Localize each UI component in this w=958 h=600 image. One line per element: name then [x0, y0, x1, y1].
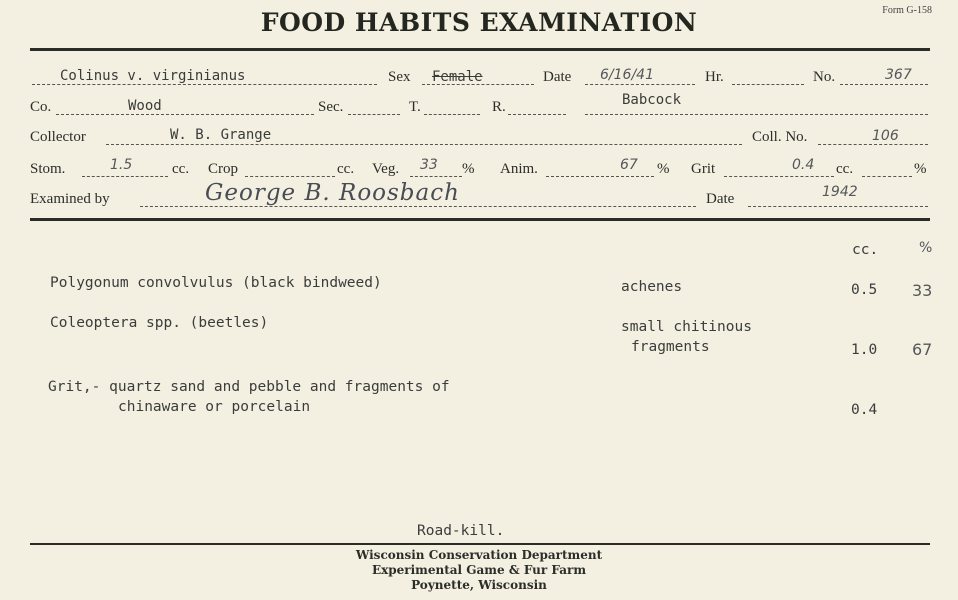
veg-label: Veg. — [372, 161, 400, 177]
item-3-cc: 0.4 — [851, 402, 878, 418]
top-rule — [30, 48, 930, 51]
r-label: R. — [492, 99, 506, 115]
note: Road-kill. — [417, 523, 505, 539]
coll-no-value: 106 — [872, 128, 899, 144]
grit-value: 0.4 — [792, 157, 815, 173]
item-2-cc: 1.0 — [851, 342, 878, 358]
item-2-name: Coleoptera spp. (beetles) — [50, 315, 269, 331]
grit-line — [724, 160, 834, 177]
stom-value: 1.5 — [110, 157, 133, 173]
veg-pct-label: % — [462, 161, 475, 177]
no-line — [840, 68, 928, 85]
sec-line — [348, 98, 400, 115]
anim-label: Anim. — [500, 161, 538, 177]
footer-line-3: Poynette, Wisconsin — [411, 578, 547, 592]
sex-value: Female — [432, 69, 483, 85]
examined-label: Examined by — [30, 191, 110, 207]
r-line — [508, 98, 566, 115]
coll-no-label: Coll. No. — [752, 129, 808, 145]
species-value: Colinus v. virginianus — [60, 68, 246, 84]
item-3-name-line2: chinaware or porcelain — [118, 399, 311, 415]
collector-value: W. B. Grange — [170, 127, 272, 143]
co-label: Co. — [30, 99, 52, 115]
item-2-part-line1: small chitinous — [621, 319, 752, 335]
date2-label: Date — [706, 191, 735, 207]
grit-pct-label: % — [914, 161, 927, 177]
item-2-part-line2: fragments — [631, 339, 710, 355]
row-collector — [0, 128, 958, 152]
item-1-cc: 0.5 — [851, 282, 878, 298]
footer-line-2: Experimental Game & Fur Farm — [371, 563, 587, 577]
bottom-rule — [30, 543, 930, 545]
date-label: Date — [543, 69, 572, 85]
footer-line-1: Wisconsin Conservation Department — [355, 548, 603, 562]
date2-value: 1942 — [822, 184, 858, 200]
veg-value: 33 — [420, 157, 438, 173]
crop-cc-label: cc. — [337, 161, 355, 177]
locality-value: Babcock — [622, 92, 682, 108]
grit-label: Grit — [691, 161, 716, 177]
row-species — [0, 68, 958, 92]
anim-value: 67 — [620, 157, 638, 173]
crop-line — [245, 160, 335, 177]
no-label: No. — [813, 69, 836, 85]
row-examined — [0, 180, 958, 214]
row-county — [0, 92, 958, 122]
item-1-name: Polygonum convolvulus (black bindweed) — [50, 275, 382, 291]
sec-label: Sec. — [318, 99, 344, 115]
hr-line — [732, 68, 804, 85]
hr-label: Hr. — [705, 69, 724, 85]
anim-pct-label: % — [657, 161, 670, 177]
mid-rule — [30, 218, 930, 221]
item-1-pct: 33 — [912, 281, 933, 300]
sex-label: Sex — [388, 69, 411, 85]
form-title: FOOD HABITS EXAMINATION — [260, 8, 698, 37]
t-line — [424, 98, 480, 115]
t-label: T. — [409, 99, 421, 115]
row-contents — [0, 157, 958, 184]
no-value: 367 — [885, 67, 912, 83]
item-3-name-line1: Grit,- quartz sand and pebble and fragments of — [48, 379, 450, 395]
col-header-cc: cc. — [852, 242, 879, 258]
co-line — [56, 98, 314, 115]
stom-label: Stom. — [30, 161, 66, 177]
co-value: Wood — [128, 98, 162, 114]
form-number: Form G-158 — [882, 5, 932, 16]
grit-pct-line — [862, 160, 912, 177]
collector-label: Collector — [30, 129, 86, 145]
examiner-signature: George B. Roosbach — [205, 180, 460, 206]
grit-cc-label: cc. — [836, 161, 854, 177]
col-header-pct: % — [919, 240, 933, 256]
item-1-part: achenes — [621, 279, 683, 295]
item-2-pct: 67 — [912, 340, 933, 359]
stom-cc-label: cc. — [172, 161, 190, 177]
date-value: 6/16/41 — [600, 67, 654, 83]
crop-label: Crop — [208, 161, 238, 177]
